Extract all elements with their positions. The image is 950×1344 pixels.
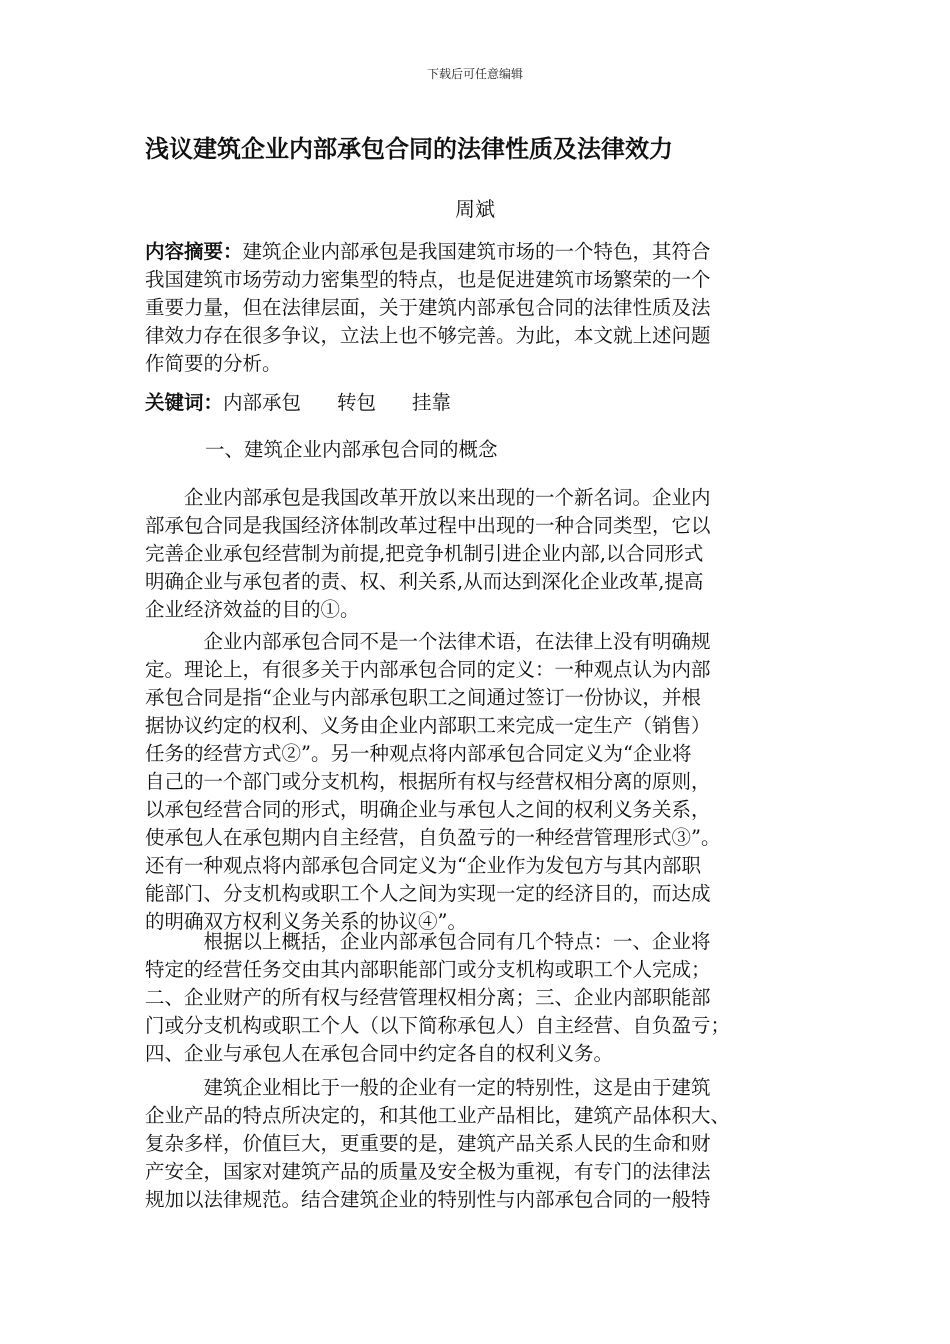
paragraph-3	[145, 928, 810, 1068]
paragraph-line: 明确企业与承包者的责、权、利关系,从而达到深化企业改革,提高	[145, 570, 704, 593]
keywords-line	[145, 389, 810, 417]
paragraph-line: 定。理论上，有很多关于内部承包合同的定义：一种观点认为内部	[145, 658, 711, 681]
paragraph-line: 任务的经营方式②”。另一种观点将内部承包合同定义为“企业将	[145, 742, 692, 765]
paragraph-line: 企业产品的特点所决定的，和其他工业产品相比，建筑产品体积大、	[145, 1104, 731, 1127]
document-title: 浅议建筑企业内部承包合同的法律性质及法律效力	[145, 135, 673, 163]
abstract-line: 作简要的分析。	[145, 352, 282, 375]
paragraph-line: 规加以法律规范。结合建筑企业的特别性与内部承包合同的一般特	[145, 1188, 711, 1211]
paragraph-line: 四、企业与承包人在承包合同中约定各自的权利义务。	[145, 1042, 614, 1065]
paragraph-line: 以承包经营合同的形式，明确企业与承包人之间的权利义务关系，	[145, 798, 711, 821]
keyword: 内部承包	[223, 391, 302, 414]
paragraph-line: 部承包合同是我国经济体制改革过程中出现的一种合同类型，它以	[145, 514, 711, 537]
abstract-text: 建筑企业内部承包是我国建筑市场的一个特色，其符合	[242, 240, 711, 263]
paragraph-line: 特定的经营任务交由其内部职能部门或分支机构或职工个人完成；	[145, 958, 711, 981]
header-note: 下载后可任意编辑	[426, 67, 523, 81]
abstract-line	[145, 238, 810, 266]
paragraph-2	[145, 628, 810, 936]
paragraph-line: 完善企业承包经营制为前提,把竞争机制引进企业内部,以合同形式	[145, 542, 704, 565]
section-heading-text: 一、建筑企业内部承包合同的概念	[205, 438, 498, 461]
paragraph-line: 根据以上概括，企业内部承包合同有几个特点：一、企业将	[145, 930, 711, 953]
section-heading	[205, 436, 870, 464]
paragraph-line: 产安全，国家对建筑产品的质量及安全极为重视，有专门的法律法	[145, 1160, 711, 1183]
paragraph-line: 复杂多样，价值巨大，更重要的是，建筑产品关系人民的生命和财	[145, 1132, 711, 1155]
abstract-line: 律效力存在很多争议，立法上也不够完善。为此，本文就上述问题	[145, 324, 711, 347]
abstract-label: 内容摘要：	[145, 240, 243, 263]
paragraph-line: 承包合同是指“企业与内部承包职工之间通过签订一份协议，并根	[145, 686, 701, 709]
paragraph-1	[145, 484, 810, 624]
paragraph-line: 企业内部承包是我国改革开放以来出现的一个新名词。企业内	[145, 486, 711, 509]
keyword: 挂靠	[412, 391, 452, 414]
abstract-line: 重要力量，但在法律层面，关于建筑内部承包合同的法律性质及法	[145, 296, 711, 319]
paragraph-4	[145, 1074, 810, 1214]
paragraph-line: 建筑企业相比于一般的企业有一定的特别性，这是由于建筑	[145, 1076, 711, 1099]
abstract-line: 我国建筑市场劳动力密集型的特点，也是促进建筑市场繁荣的一个	[145, 268, 711, 291]
paragraph-line: 企业内部承包合同不是一个法律术语，在法律上没有明确规	[145, 630, 711, 653]
paragraph-line: 的明确双方权利义务关系的协议④”。	[145, 910, 467, 933]
paragraph-line: 门或分支机构或职工个人（以下简称承包人）自主经营、自负盈亏；	[145, 1014, 731, 1037]
paragraph-line: 还有一种观点将内部承包合同定义为“企业作为发包方与其内部职	[145, 854, 701, 877]
paragraph-line: 自己的一个部门或分支机构，根据所有权与经营权相分离的原则，	[145, 770, 711, 793]
abstract-paragraph	[145, 238, 810, 378]
paragraph-line: 能部门、分支机构或职工个人之间为实现一定的经济目的，而达成	[145, 882, 711, 905]
keywords-label: 关键词：	[145, 391, 224, 414]
paragraph-line: 使承包人在承包期内自主经营，自负盈亏的一种经营管理形式③”。	[145, 826, 721, 849]
keyword: 转包	[337, 391, 377, 414]
keywords-row	[145, 389, 810, 417]
paragraph-line: 据协议约定的权利、义务由企业内部职工来完成一定生产（销售）	[145, 714, 711, 737]
paragraph-line: 企业经济效益的目的①。	[145, 598, 360, 621]
paragraph-line: 二、企业财产的所有权与经营管理权相分离；三、企业内部职能部	[145, 986, 711, 1009]
author-name: 周斌	[455, 197, 495, 221]
